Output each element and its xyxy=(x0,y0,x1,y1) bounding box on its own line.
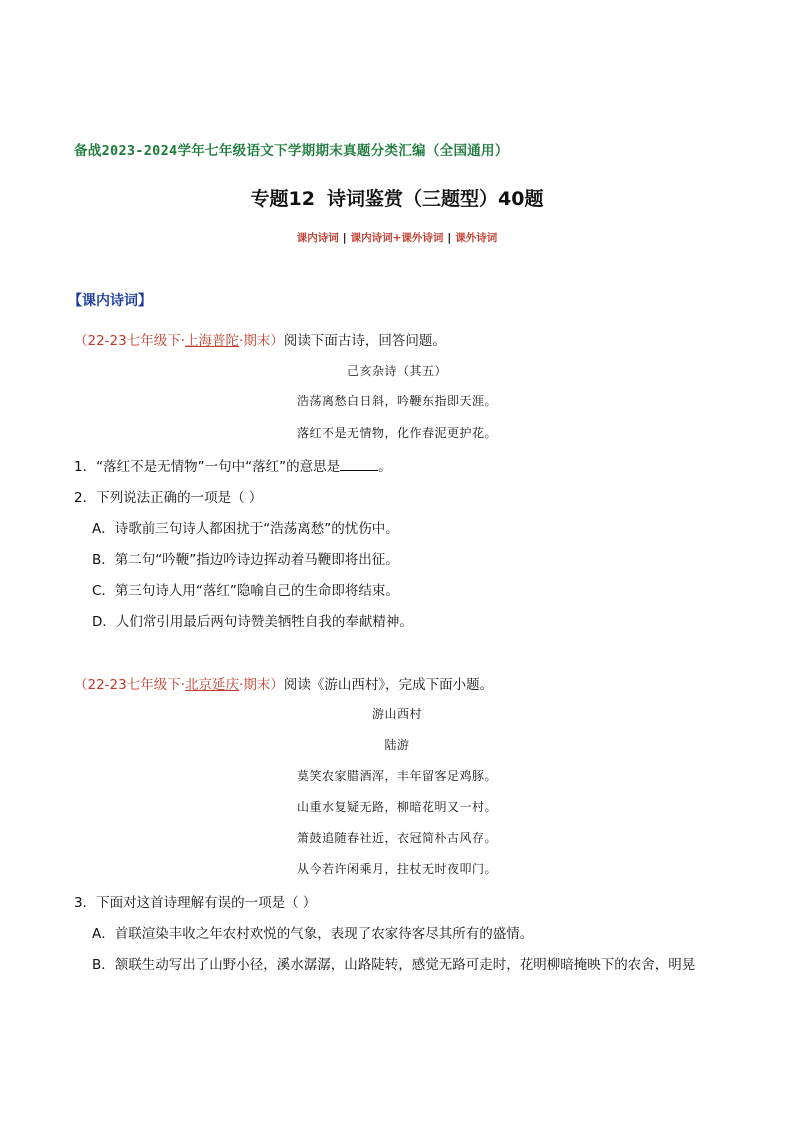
section-heading: 【课内诗词】 xyxy=(68,293,152,309)
option-a: A．诗歌前三句诗人都困扰于“浩荡离愁”的忧伤中。 xyxy=(92,521,399,537)
question-source-1 xyxy=(74,329,446,349)
question-source-2 xyxy=(74,673,493,693)
poem-line: 落红不是无情物，化作春泥更护花。 xyxy=(296,426,497,440)
question-1-prefix: 1．“落红不是无情物”一句中“落红”的意思是 xyxy=(74,459,341,475)
instruction: 阅读下面古诗，回答问题。 xyxy=(283,333,446,349)
subnav-item-combined[interactable]: 课内诗词+课外诗词 xyxy=(350,232,444,244)
poem-line: 从今若许闲乘月，拄杖无时夜叩门。 xyxy=(296,862,497,876)
answer-blank[interactable] xyxy=(340,458,378,471)
subnav-item-extra[interactable]: 课外诗词 xyxy=(455,232,498,244)
instruction: 阅读《游山西村》，完成下面小题。 xyxy=(283,677,494,693)
subnav-separator: | xyxy=(342,232,347,244)
source-label[interactable]: （22-23七年级下·上海普陀·期末） xyxy=(74,333,284,349)
option-b: B．第二句“吟鞭”指边吟诗边挥动着马鞭即将出征。 xyxy=(92,552,399,568)
subnav-separator: | xyxy=(447,232,452,244)
source-label[interactable]: （22-23七年级下·北京延庆·期末） xyxy=(74,677,284,693)
question-3-stem: 3．下面对这首诗理解有误的一项是（ ） xyxy=(74,895,317,911)
option-b: B．颔联生动写出了山野小径，溪水潺潺，山路陡转，感觉无路可走时，花明柳暗掩映下的农舍，明晃 xyxy=(92,957,696,973)
poem-title: 游山西村 xyxy=(371,707,422,721)
poem-line: 山重水复疑无路，柳暗花明又一村。 xyxy=(296,800,497,814)
option-c: C．第三句诗人用“落红”隐喻自己的生命即将结束。 xyxy=(92,583,399,599)
series-title: 备战2023-2024学年七年级语文下学期期末真题分类汇编（全国通用） xyxy=(74,143,509,159)
question-1 xyxy=(74,455,392,475)
question-2-stem: 2．下列说法正确的一项是（ ） xyxy=(74,490,263,506)
page-title xyxy=(0,184,794,211)
poem-line: 箫鼓追随春社近，衣冠简朴古风存。 xyxy=(296,831,497,845)
source-location-link[interactable]: 上海普陀 xyxy=(185,333,240,349)
source-location-link[interactable]: 北京延庆 xyxy=(185,677,240,693)
topic-title: 诗词鉴赏（三题型）40题 xyxy=(327,188,544,210)
option-d: D．人们常引用最后两句诗赞美牺牲自我的奉献精神。 xyxy=(92,614,413,630)
poem-line: 浩荡离愁白日斜，吟鞭东指即天涯。 xyxy=(296,394,497,408)
subnav xyxy=(0,230,794,245)
question-1-suffix: 。 xyxy=(378,459,392,475)
poem-author: 陆游 xyxy=(384,738,410,752)
topic-number: 专题12 xyxy=(250,188,315,210)
option-a: A．首联渲染丰收之年农村欢悦的气象，表现了农家待客尽其所有的盛情。 xyxy=(92,926,534,942)
poem-line: 莫笑农家腊酒浑，丰年留客足鸡豚。 xyxy=(296,769,497,783)
poem-title: 己亥杂诗（其五） xyxy=(346,364,447,378)
subnav-item-in-class[interactable]: 课内诗词 xyxy=(296,232,339,244)
